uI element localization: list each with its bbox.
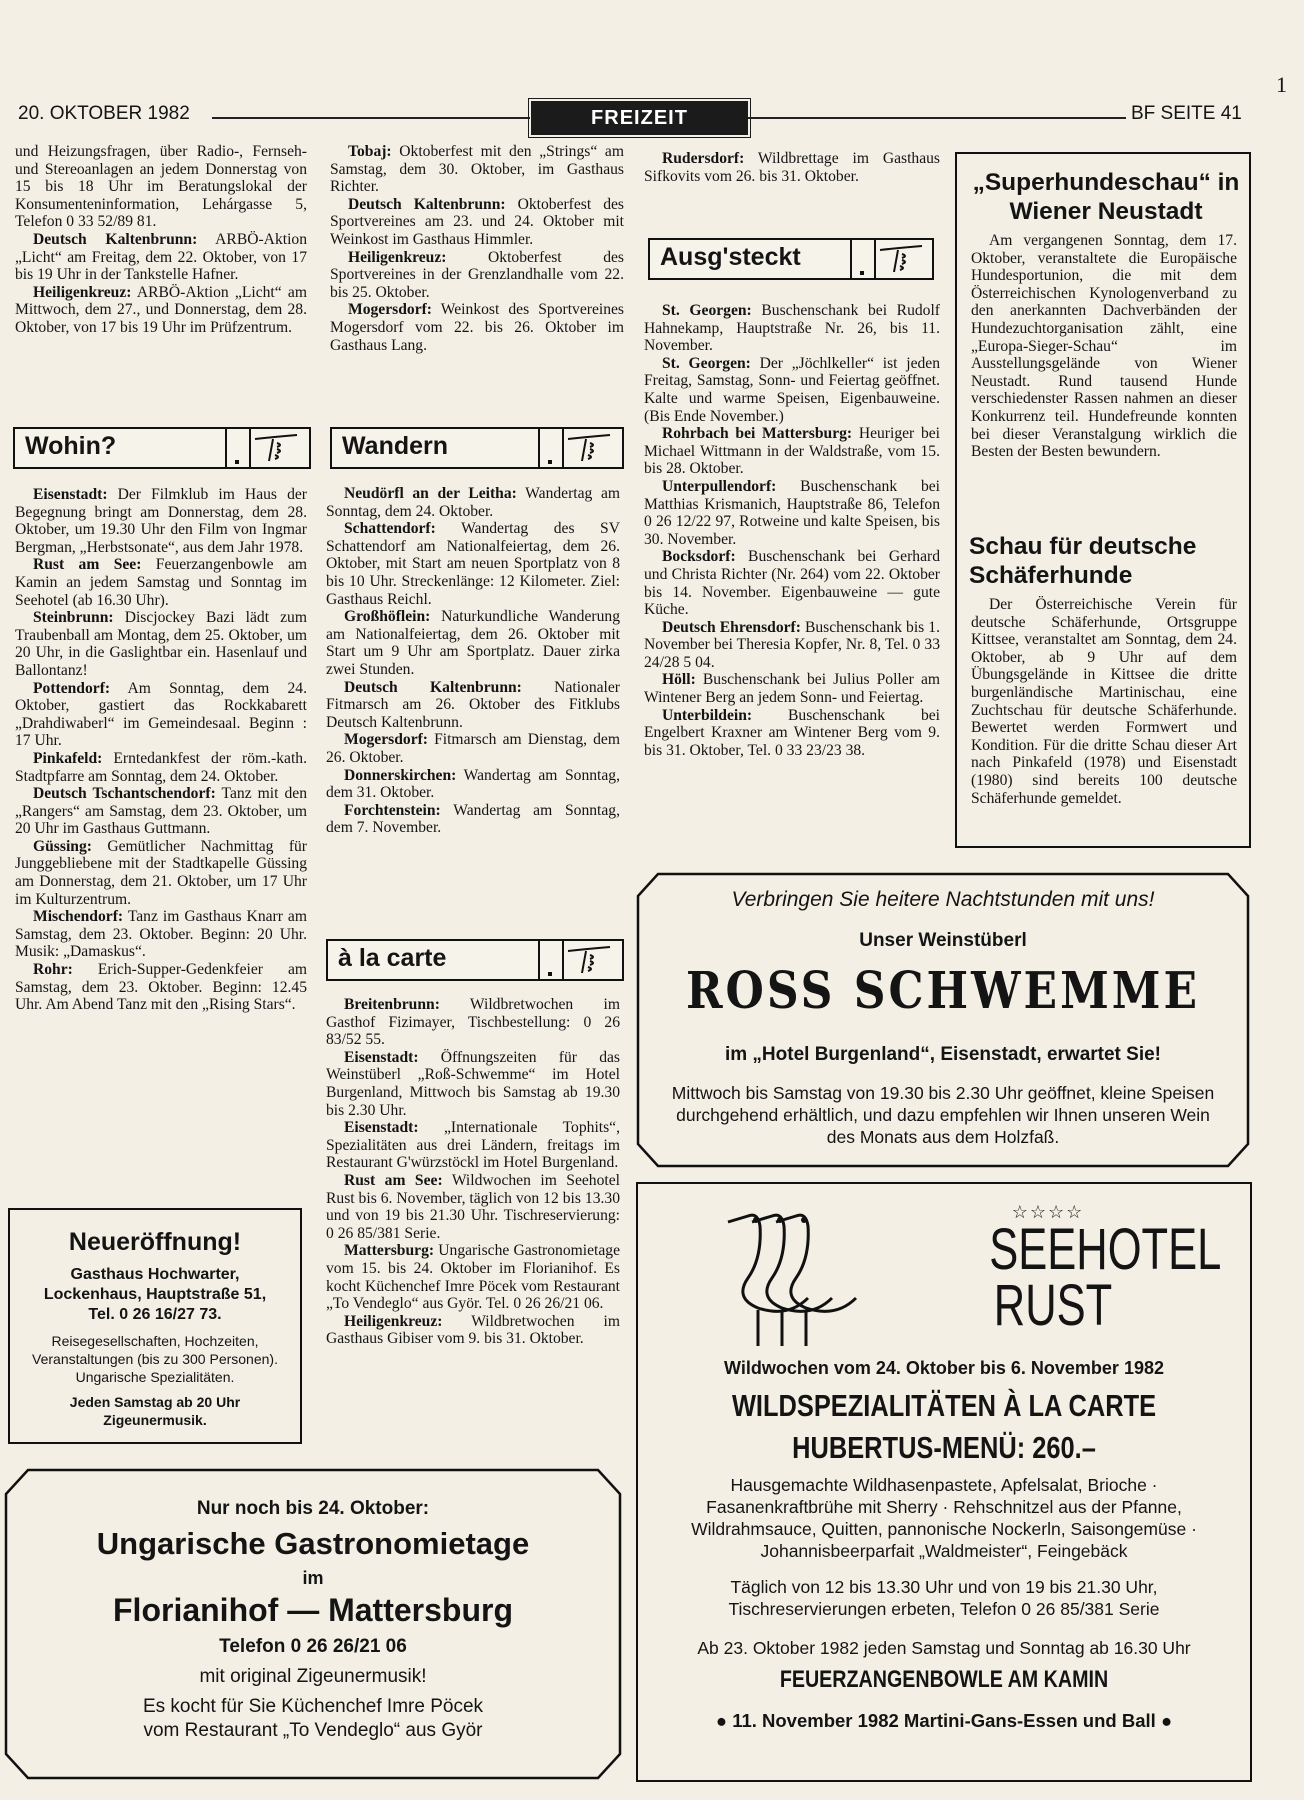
ad-text: Ab 23. Oktober 1982 jeden Samstag und Sonntag ab 16.30 Uhr	[697, 1638, 1191, 1658]
column-1-intro	[15, 143, 307, 337]
ad-headline: WILDSPEZIALITÄTEN À LA CARTE	[731, 1388, 1157, 1423]
ad-subtitle: Unser Weinstüberl	[859, 930, 1027, 951]
article-paragraph: und Heizungsfragen, über Radio-, Fernseh- und Stereoanlagen an jedem Donnerstag von 15 bis 18 Uhr im Beratungslokal der Konsumenteninformation, Lehárgasse 5, Telefon 0 33 52/89 81.	[15, 143, 307, 231]
ad-neueroeffnung	[8, 1208, 302, 1444]
ad-slogan: Verbringen Sie heitere Nachtstunden mit uns!	[731, 888, 1155, 911]
ad-seehotel-rust	[636, 1182, 1252, 1782]
list-item: Heiligenkreuz: Oktoberfest des Sportvereines in der Grenzlandhalle vom 22. bis 25. Oktober.	[330, 248, 624, 301]
list-item: St. Georgen: Der „Jöchlkeller“ ist jeden Freitag, Samstag, Sonn- und Feiertag geöffnet. Kalte und warme Speisen, Eigenbauweine. (Bis Ende November.)	[644, 354, 941, 425]
section-header-a-la-carte	[326, 939, 624, 981]
list-item: Güssing: Gemütlicher Nachmittag für Junggebliebene mit der Stadtkapelle Güssing am Donnerstag, dem 21. Oktober, um 17 Uhr im Kulturzentrum.	[15, 837, 307, 908]
article-body: Am vergangenen Sonntag, dem 17. Oktober, veranstaltete die Europäische Hundesportunion, die mit dem Österreichischen Kynologenverband zu den anerkannten Dachverbänden der Hundezuchtorganisation zählt, eine „Europa-Sieger-Schau“ im Ausstellungsgelände von Wiener Neustadt. Rund tausend Hunde verschiedenster Rassen nahmen an dieser Konkurrenz teil. Hundefreunde konnten bei dieser Veranstalgung wirklich die Besten der Besten bewundern.	[971, 232, 1237, 461]
list-item: Eisenstadt: „Internationale Tophits“, Spezialitäten aus drei Ländern, freitags im Restaurant G'würzstöckl im Hotel Burgenland.	[326, 1119, 620, 1172]
list-item: Deutsch Kaltenbrunn: Nationaler Fitmarsch am 26. Oktober des Fitklubs Deutsch Kaltenbrunn.	[326, 678, 620, 731]
list-item: Breitenbrunn: Wildbretwochen im Gasthof Fizimayer, Tischbestellung: 0 26 83/52 55.	[326, 996, 620, 1049]
ross-schwemme-logo: ROSS SCHWEMME	[685, 962, 1201, 1021]
column-3-ausgsteckt	[644, 302, 940, 759]
list-item: Rust am See: Feuerzangenbowle am Kamin an jedem Samstag und Sonntag im Seehotel (ab 16.30 Uhr).	[15, 556, 307, 609]
section-title: à la carte	[338, 944, 447, 972]
list-item: Deutsch Ehrensdorf: Buschenschank bis 1. November bei Theresia Kopfer, Nr. 8, Tel. 0 33 24/28 5 04.	[644, 618, 940, 671]
corner-mark: 1	[1276, 72, 1287, 97]
pointing-hand-icon	[253, 431, 299, 465]
ad-line: im „Hotel Burgenland“, Eisenstadt, erwartet Sie!	[724, 1044, 1162, 1065]
storks-logo-icon	[718, 1198, 878, 1348]
ad-line: im	[302, 1568, 324, 1588]
bullet-icon: ●	[1160, 1710, 1173, 1731]
ad-text: Täglich von 12 bis 13.30 Uhr und von 19 bis 21.30 Uhr, Tischreservierungen erbeten, Telefon 0 26 85/381 Serie	[728, 1577, 1160, 1619]
list-item: St. Georgen: Buschenschank bei Rudolf Hahnekamp, Hauptstraße Nr. 26, bis 11. November.	[644, 302, 940, 355]
list-item: Pinkafeld: Erntedankfest der röm.-kath. Stadtpfarre am Sonntag, dem 24. Oktober.	[15, 749, 307, 785]
list-item: Rohr: Erich-Supper-Gedenkfeier am Samstag, dem 23. Oktober. Beginn: 12.45 Uhr. Am Abend Tanz mit den „Rising Stars“.	[15, 961, 307, 1014]
pointing-hand-icon	[566, 943, 612, 977]
ad-phone: Telefon 0 26 26/21 06	[219, 1636, 407, 1657]
section-title: Wandern	[342, 432, 449, 460]
hotel-stars: ☆☆☆☆	[1011, 1202, 1085, 1222]
dog-show-box	[955, 152, 1251, 848]
ad-headline: Florianihof — Mattersburg	[113, 1592, 513, 1628]
list-item: Steinbrunn: Discjockey Bazi lädt zum Traubenball am Montag, dem 25. Oktober, um 20 Uhr, in die Gaslightbar ein. Hasenlauf und Ballontanz!	[15, 609, 307, 679]
section-box	[538, 427, 564, 469]
list-item: Tobaj: Oktoberfest mit den „Strings“ am Samstag, dem 30. Oktober, im Gasthaus Richter.	[330, 143, 624, 196]
section-header-ausgsteckt	[648, 238, 934, 280]
column-1-wohin	[15, 486, 307, 1014]
menu-text: Hausgemachte Wildhasenpastete, Apfelsalat, Brioche · Fasanenkraftbrühe mit Sherry · Rehschnitzel aus der Pfanne, Wildrahmsauce, Quitten, pannonische Nockerln, Saisongemüse · Johannisbeerparfait „Waldmeister“, Feingebäck	[691, 1475, 1197, 1561]
ad-line: ● 11. November 1982 Martini-Gans-Essen und Ball ●	[715, 1710, 1173, 1731]
pointing-hand-icon	[566, 431, 612, 465]
list-item: Mogersdorf: Fitmarsch am Dienstag, dem 26. Oktober.	[326, 731, 620, 766]
list-item: Bocksdorf: Buschenschank bei Gerhard und Christa Richter (Nr. 264) vom 22. Oktober bis 14. November. Eigenbauweine — gute Küche.	[644, 548, 940, 619]
section-box	[538, 939, 564, 981]
ad-line: Zigeunermusik.	[103, 1412, 207, 1428]
list-item: Eisenstadt: Der Filmklub im Haus der Begegnung bringt am Donnerstag, dem 28. Oktober, um 19.30 Uhr den Film von Ingmar Bergman, „Herbstsonate“, aus dem Jahr 1978.	[15, 486, 307, 556]
section-header-wandern	[330, 427, 624, 469]
article-body: Der Österreichische Verein für deutsche Schäferhunde, Ortsgruppe Kittsee, veranstaltet am Sonntag, dem 24. Oktober, ab 9 Uhr auf dem Übungsgelände in Kittsee die dritte burgenländische Martinischau, eine Zuchtschau für deutsche Schäferhunde. Bewertet werden Formwert und Kondition. Für die dritte Schau dieser Art nach Pinkafeld (1978) und Eisenstadt (1980) sind bereits 100 deutsche Schäferhunde gemeldet.	[971, 596, 1237, 807]
headline: Schau für deutsche Schäferhunde	[969, 533, 1197, 589]
ad-text: Mittwoch bis Samstag von 19.30 bis 2.30 Uhr geöffnet, kleine Speisen durchgehend erhältlich, und dazu empfehlen wir Ihnen unseren Wein des Monats aus dem Holzfaß.	[671, 1083, 1215, 1147]
ad-ross-schwemme	[636, 872, 1250, 1168]
list-item: Unterbildein: Buschenschank bei Engelbert Kraxner am Wintener Berg vom 9. bis 31. Oktober, Tel. 0 33 23/23 38.	[644, 706, 940, 759]
ad-line: Jeden Samstag ab 20 Uhr	[69, 1394, 241, 1410]
list-item: Deutsch Kaltenbrunn: ARBÖ-Aktion „Licht“ am Freitag, dem 22. Oktober, von 17 bis 19 Uhr in der Tankstelle Hafner.	[15, 230, 307, 284]
list-item: Mischendorf: Tanz im Gasthaus Knarr am Samstag, dem 23. Oktober. Beginn: 20 Uhr. Musik: „Damaskus“.	[15, 908, 307, 961]
list-item: Mattersburg: Ungarische Gastronomietage vom 15. bis 24. Oktober im Florianihof. Es kocht Küchenchef Imre Pöcek vom Restaurant „To Vendeglo“ aus Györ. Tel. 0 26 26/21 06.	[326, 1242, 620, 1313]
list-item: Unterpullendorf: Buschenschank bei Matthias Krismanich, Hauptstraße 86, Telefon 0 26 12/22 97, Rotweine und kalte Speisen, bis 30. November.	[644, 477, 940, 548]
ad-line: vom Restaurant „To Vendeglo“ aus Györ	[143, 1720, 483, 1741]
list-item: Großhöflein: Naturkundliche Wanderung am Nationalfeiertag, dem 26. Oktober mit Start um 9 Uhr am Sportplatz. Dauer zirka zwei Stunden.	[326, 608, 620, 678]
pointing-hand-icon	[878, 242, 924, 276]
ad-line: Es kocht für Sie Küchenchef Imre Pöcek	[142, 1696, 484, 1717]
hotel-name: SEEHOTEL	[989, 1217, 1222, 1282]
list-item: Pottendorf: Am Sonntag, dem 24. Oktober, gastiert das Rockkabarett „Drahdiwaberl“ im Gemeindesaal. Beginn : 17 Uhr.	[15, 679, 307, 750]
header-rule-left	[212, 117, 530, 119]
section-title: Ausg'steckt	[660, 243, 801, 271]
bullet-icon: ●	[715, 1710, 728, 1731]
ad-headline: FEUERZANGENBOWLE AM KAMIN	[779, 1666, 1109, 1693]
list-item: Donnerskirchen: Wandertag am Sonntag, dem 31. Oktober.	[326, 766, 620, 802]
column-2-a-la-carte	[326, 996, 620, 1348]
page-number: BF SEITE 41	[1131, 103, 1242, 124]
ad-line: mit original Zigeunermusik!	[199, 1666, 427, 1687]
list-item: Höll: Buschenschank bei Julius Poller am Wintener Berg an jedem Sonn- und Feiertag.	[644, 671, 940, 707]
column-2-wandern	[326, 485, 620, 837]
list-item: Deutsch Kaltenbrunn: Oktoberfest des Sportvereines am 23. und 24. Oktober mit Weinkost im Gasthaus Himmler.	[330, 195, 624, 248]
list-item: Rust am See: Wildwochen im Seehotel Rust bis 6. November, täglich von 12 bis 13.30 und von 19 bis 21.30 Uhr. Tischreservierung: 0 26 85/381 Serie.	[326, 1171, 620, 1242]
ad-line: Wildwochen vom 24. Oktober bis 6. November 1982	[724, 1358, 1164, 1378]
section-title: Wohin?	[25, 432, 117, 460]
column-3-intro	[644, 150, 940, 185]
list-item: Forchtenstein: Wandertag am Sonntag, dem 7. November.	[326, 801, 620, 837]
issue-date: 20. OKTOBER 1982	[18, 103, 190, 124]
hotel-name: RUST	[993, 1273, 1113, 1338]
list-item: Eisenstadt: Öffnungszeiten für das Weinstüberl „Roß-Schwemme“ im Hotel Burgenland, Mittwoch bis Samstag ab 19.30 bis 2.30 Uhr.	[326, 1048, 620, 1119]
section-header-wohin	[13, 427, 311, 469]
list-item: Neudörfl an der Leitha: Wandertag am Sonntag, dem 24. Oktober.	[326, 485, 620, 520]
ad-title: Neueröffnung!	[68, 1228, 242, 1256]
ad-headline: HUBERTUS-MENÜ: 260.–	[792, 1430, 1096, 1465]
list-item: Heiligenkreuz: Wildbretwochen im Gasthaus Gibiser vom 9. bis 31. Oktober.	[326, 1312, 620, 1348]
list-item: Heiligenkreuz: ARBÖ-Aktion „Licht“ am Mittwoch, dem 27., und Donnerstag, dem 28. Oktober, von 17 bis 19 Uhr im Prüfzentrum.	[15, 283, 307, 336]
ad-florianihof	[4, 1468, 622, 1780]
ad-headline: Ungarische Gastronomietage	[96, 1526, 530, 1561]
section-box	[850, 238, 876, 280]
list-item: Schattendorf: Wandertag des SV Schattendorf am Nationalfeiertag, dem 26. Oktober, mit Start am neuen Sportplatz von 8 bis 10 Uhr. Streckenlänge: 12 Kilometer. Ziel: Gasthaus Reichl.	[326, 520, 620, 608]
list-item: Mogersdorf: Weinkost des Sportvereines Mogersdorf vom 22. bis 26. Oktober im Gasthaus Lang.	[330, 301, 624, 354]
column-2-intro	[330, 143, 624, 354]
section-banner: FREIZEIT	[531, 101, 748, 135]
ad-line: Tel. 0 26 16/27 73.	[88, 1306, 222, 1323]
list-item: Deutsch Tschantschendorf: Tanz mit den „Rangers“ am Samstag, dem 23. Oktober, um 20 Uhr im Gasthaus Guttmann.	[15, 785, 307, 838]
list-item: Rudersdorf: Wildbrettage im Gasthaus Sifkovits vom 26. bis 31. Oktober.	[644, 150, 940, 185]
ad-text: Reisegesellschaften, Hochzeiten, Veranstaltungen (bis zu 300 Personen). Ungarische Spezialitäten.	[32, 1333, 278, 1385]
headline: „Superhundeschau“ in Wiener Neustadt	[972, 169, 1240, 225]
ad-line: Nur noch bis 24. Oktober:	[196, 1498, 430, 1519]
section-box	[225, 427, 251, 469]
ad-line: Lockenhaus, Hauptstraße 51,	[43, 1286, 267, 1303]
list-item: Rohrbach bei Mattersburg: Heuriger bei Michael Wittmann in der Waldstraße, vom 15. bis 28. Oktober.	[644, 425, 940, 478]
ad-line: Gasthaus Hochwarter,	[70, 1266, 240, 1283]
header-rule-right	[748, 117, 1126, 119]
